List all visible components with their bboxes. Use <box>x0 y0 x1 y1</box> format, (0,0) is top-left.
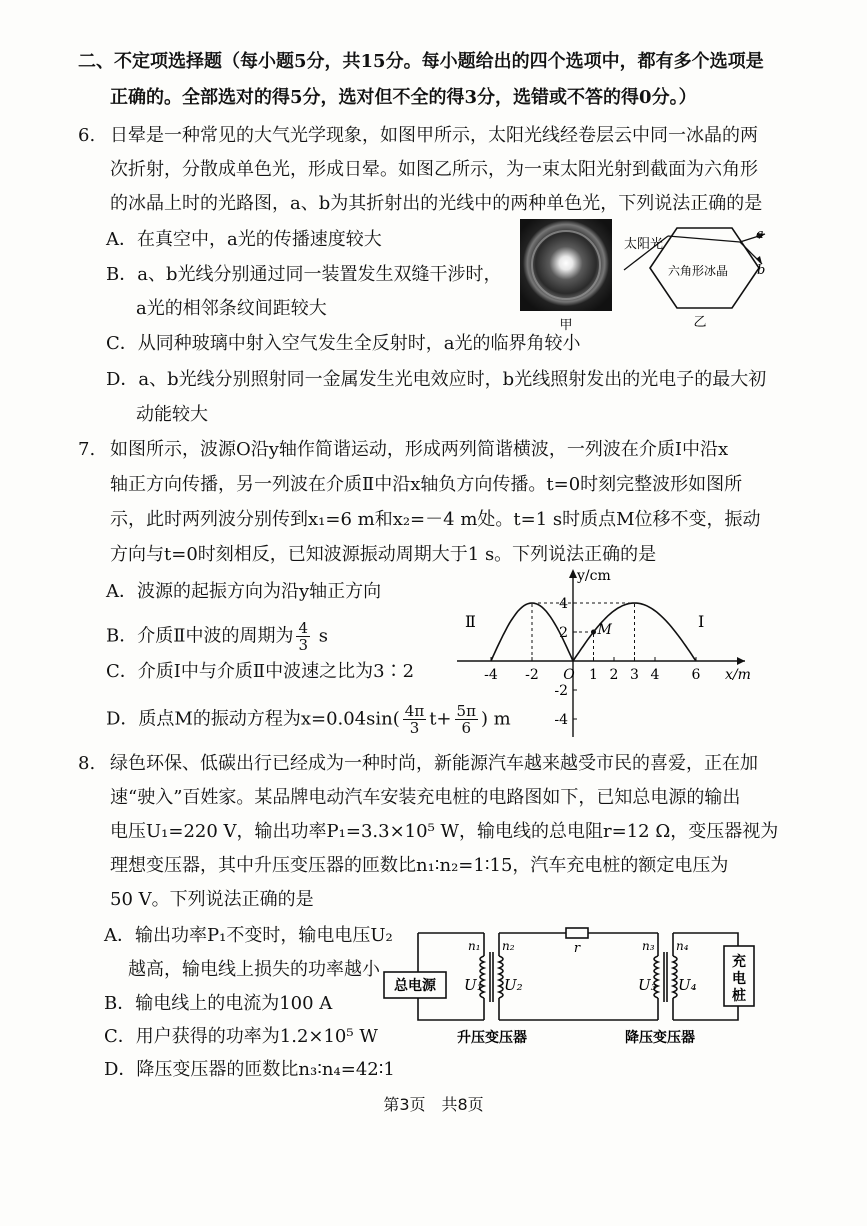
q6-stem-line3: 的冰晶上时的光路图，a、b为其折射出的光线中的两种单色光，下列说法正确的是 <box>110 193 763 214</box>
y-tick-label: 2 <box>559 625 568 641</box>
ray-b-label: b <box>757 263 766 278</box>
y-tick-label: -4 <box>554 712 568 728</box>
y-tick-label: -2 <box>554 683 568 699</box>
ice-crystal-diagram <box>622 218 772 330</box>
n1-label: n₁ <box>468 939 481 953</box>
region-label-ii: Ⅱ <box>465 612 476 631</box>
x-tick-label: O <box>563 667 575 683</box>
x-axis-label: x/m <box>725 667 751 683</box>
halo-photo <box>520 219 614 331</box>
x-tick-label: 4 <box>650 667 660 683</box>
x-tick-label: -4 <box>484 667 498 683</box>
q8-stem-line1: 绿色环保、低碳出行已经成为一种时尚，新能源汽车越来越受市民的喜爱，正在加 <box>110 753 758 774</box>
u3-label: U₃ <box>638 976 657 994</box>
q7-stem-line3: 示，此时两列波分别传到x₁=6 m和x₂=－4 m处。t=1 s时质点M位移不变，振动 <box>110 509 761 530</box>
n2-label: n₂ <box>502 939 515 953</box>
u1-label: U₁ <box>464 976 483 994</box>
n4-label: n₄ <box>676 939 689 953</box>
ice-crystal-label: 六角形冰晶 <box>668 264 729 278</box>
x-tick-label: -2 <box>525 667 539 683</box>
y-axis-arrow <box>569 569 577 578</box>
q7-option-c: C．介质Ⅰ中与介质Ⅱ中波速之比为3∶2 <box>106 661 415 682</box>
step-up-label: 升压变压器 <box>457 1030 527 1046</box>
point-m-label: M <box>597 622 612 638</box>
q8-option-c: C．用户获得的功率为1.2×10⁵ W <box>104 1026 378 1047</box>
fig-jia-label: 甲 <box>559 318 573 331</box>
charger-label-2: 电 <box>732 971 746 987</box>
circuit-diagram <box>380 920 770 1050</box>
q7-option-d: D．质点M的振动方程为x=0.04sin( $\frac{4\pi}{3}$ t+ $\frac{5\pi}{6}$ ) m <box>106 702 511 737</box>
y-axis-label: y/cm <box>577 568 611 584</box>
charger-label-1: 充 <box>732 954 746 970</box>
q6-option-d-line2: 动能较大 <box>136 404 208 425</box>
source-label: 总电源 <box>394 978 436 994</box>
u2-label: U₂ <box>504 976 523 994</box>
q6-option-b-line1: B．a、b光线分别通过同一装置发生双缝干涉时， <box>106 264 502 285</box>
q8-stem-line5: 50 V。下列说法正确的是 <box>110 889 314 910</box>
charger-label-3: 桩 <box>732 988 746 1004</box>
q7-stem-line4: 方向与t=0时刻相反，已知波源振动周期大于1 s。下列说法正确的是 <box>110 544 657 565</box>
q7-option-b: B．介质Ⅱ中波的周期为 $\frac{4}{3}$ s <box>106 619 328 654</box>
x-axis-arrow <box>737 657 745 665</box>
fig-yi-label: 乙 <box>693 315 707 330</box>
q7-stem-line1: 如图所示，波源O沿y轴作简谐运动，形成两列简谐横波，一列波在介质Ⅰ中沿x <box>110 439 729 460</box>
q8-option-a-line2: 越高，输电线上损失的功率越小 <box>128 959 380 980</box>
q6-option-b-line2: a光的相邻条纹间距较大 <box>136 298 327 319</box>
n3-label: n₃ <box>642 939 655 953</box>
wave-chart <box>455 565 765 740</box>
q6-stem-line2: 次折射，分散成单色光，形成日晕。如图乙所示，为一束太阳光射到截面为六角形 <box>110 159 758 180</box>
section-title-line2: 正确的。全部选对的得5分，选对但不全的得3分，选错或不答的得0分。） <box>110 87 697 108</box>
x-tick-label: 3 <box>630 667 639 683</box>
page-footer: 第3页 共8页 <box>383 1095 484 1114</box>
q8-option-d: D．降压变压器的匝数比n₃∶n₄=42∶1 <box>104 1059 395 1080</box>
x-tick-label: 1 <box>589 667 598 683</box>
q7-option-a: A．波源的起振方向为沿y轴正方向 <box>106 581 382 602</box>
q6-number: 6. <box>78 125 96 146</box>
sunlight-label: 太阳光 <box>624 237 664 252</box>
x-tick-label: 2 <box>609 667 619 683</box>
q6-option-c: C．从同种玻璃中射入空气发生全反射时，a光的临界角较小 <box>106 333 581 354</box>
q8-option-b: B．输电线上的电流为100 A <box>104 993 333 1014</box>
region-label-i: Ⅰ <box>698 612 705 631</box>
section-title-line1: 二、不定项选择题（每小题5分，共15分。每小题给出的四个选项中，都有多个选项是 <box>78 51 764 72</box>
q8-stem-line2: 速“驶入”百姓家。某品牌电动汽车安装充电桩的电路图如下，已知总电源的输出 <box>110 787 741 808</box>
ray-a-label: a <box>756 227 764 242</box>
step-down-label: 降压变压器 <box>625 1030 695 1046</box>
resistor-label: r <box>573 941 581 956</box>
y-tick-label: 4 <box>559 596 568 612</box>
q6-stem-line1: 日晕是一种常见的大气光学现象，如图甲所示，太阳光线经卷层云中同一冰晶的两 <box>110 125 758 146</box>
q6-option-a: A．在真空中，a光的传播速度较大 <box>106 229 382 250</box>
q8-option-a-line1: A．输出功率P₁不变时，输电电压U₂ <box>104 925 393 946</box>
x-tick-label: 6 <box>691 667 701 683</box>
q7-stem-line2: 轴正方向传播，另一列波在介质Ⅱ中沿x轴负方向传播。t=0时刻完整波形如图所 <box>110 474 743 495</box>
q6-option-d-line1: D．a、b光线分别照射同一金属发生光电效应时，b光线照射发出的光电子的最大初 <box>106 369 767 390</box>
q8-stem-line4: 理想变压器，其中升压变压器的匝数比n₁∶n₂=1∶15，汽车充电桩的额定电压为 <box>110 855 729 876</box>
q8-number: 8. <box>78 753 96 774</box>
u4-label: U₄ <box>678 976 697 994</box>
q7-number: 7. <box>78 439 96 460</box>
q8-stem-line3: 电压U₁=220 V，输出功率P₁=3.3×10⁵ W，输电线的总电阻r=12 Ω，变压器视为 <box>110 821 779 842</box>
point-m <box>591 630 596 635</box>
